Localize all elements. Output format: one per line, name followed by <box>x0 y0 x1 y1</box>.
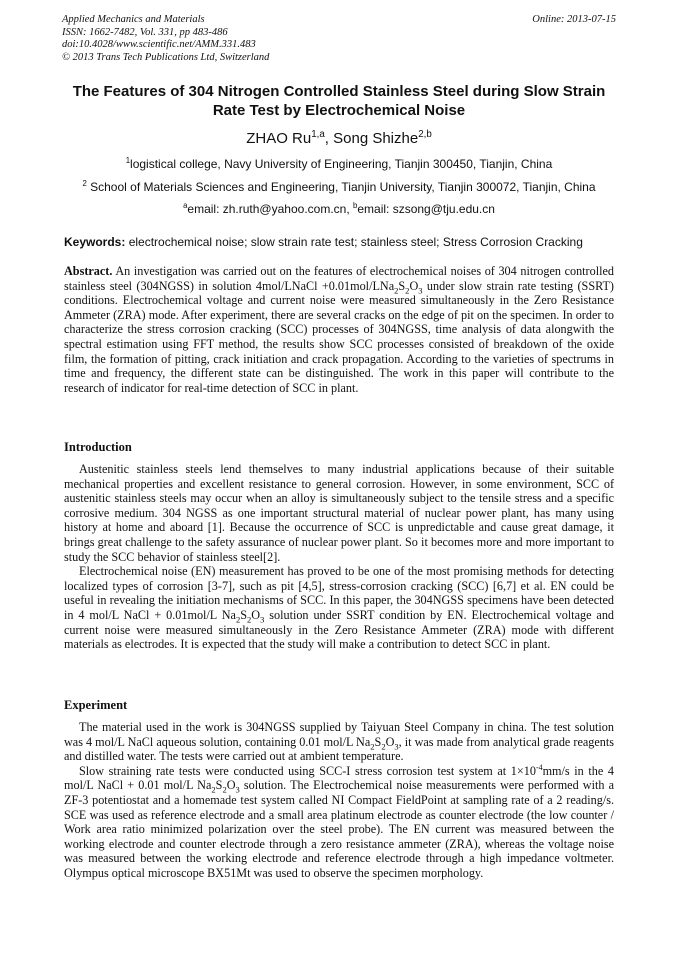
journal-name: Applied Mechanics and Materials <box>62 14 205 25</box>
email-b: email: szsong@tju.edu.cn <box>357 202 495 216</box>
author-1-sup: 1,a <box>311 129 325 140</box>
abstract-text-3: O <box>409 278 419 293</box>
abstract-text-1: An investigation was carried out on the features of electrochemical noises of 304 nitrogen controlled stainless steel (304NGSS) in solution 4mol/LNaCl +0.01mol/LNa <box>64 264 614 293</box>
experiment-paragraph-2 <box>64 764 614 881</box>
abstract <box>64 264 614 395</box>
experiment-paragraph-1 <box>64 720 614 764</box>
intro-sub: 3 <box>260 614 265 625</box>
abstract-sub: 2 <box>405 285 410 296</box>
email-b-sup: b <box>353 201 358 210</box>
experiment-sub: 3 <box>235 784 240 795</box>
experiment-sub: 3 <box>394 741 399 752</box>
experiment-text: O <box>226 778 236 793</box>
intro-text: Electrochemical noise (EN) measurement has proved to be one of the most promising methods for detecting localized types of corrosion [3-7], such as pit [4,5], stress-corrosion cracking (SCC) [6,7] et al. EN could be useful in revealing the initiation mechanisms of SCC. In this paper, the 304NGSS specimens have been detected in 4 mol/L NaCl + 0.01mol/L Na <box>64 564 614 622</box>
affiliation-2-text: School of Materials Sciences and Engineering, Tianjin University, Tianjin 300072, Tianjin, China <box>86 180 596 194</box>
abstract-text-2: S <box>398 278 406 293</box>
email-line <box>0 202 678 216</box>
intro-paragraph-1: Austenitic stainless steels lend themselves to many industrial applications because of their suitable mechanical properties and excellent resistance to general corrosion. However, in some environment, SCC of austenitic stainless steels may occur when an alloy is simultaneously subject to the tensile stress and a specific corrosive medium. 304 NGSS as one important structural material of nuclear power plant, has many using history at home and aboard [1]. Because the occurrence of SCC is unpredictable and cause great damage, it brings great challenge to the safety assurance of nuclear power plant. So it becomes more and more important to study the SCC behavior of stainless steel[2]. <box>64 462 614 564</box>
paper-title: The Features of 304 Nitrogen Controlled Stainless Steel during Slow Strain Rate Test by Electrochemical Noise <box>72 83 606 119</box>
keywords-label: Keywords: <box>64 235 126 249</box>
abstract-text-4: under slow strain rate testing (SSRT) conditions. Electrochemical voltage and current noise were measured simultaneously in the Zero Resistance Ammeter (ZRA) mode. After experiment, there are several cracks on the edge of pit on the specimen. In order to characterize the stress corrosion cracking (SCC) processes of 304NGSS, time analysis of data alongwith the spectral estimation using FFT method, the results show SCC processes consisted of breakdown of the oxide film, the formation of pitting, crack initiation and crack propagation. According to the varieties of spectrums in time and frequency, the different state can be distinguished. The work in this paper will contribute to the research of indicator for real-time detection of SCC in plant. <box>64 278 614 395</box>
abstract-sub: 3 <box>418 285 423 296</box>
abstract-label: Abstract. <box>64 264 113 278</box>
intro-sub: 2 <box>235 614 241 625</box>
intro-text: O <box>251 607 261 622</box>
experiment-heading: Experiment <box>64 698 128 712</box>
experiment-text: Slow straining rate tests were conducted using SCC-I stress corrosion test system at 1×10 <box>79 763 536 778</box>
experiment-text: solution. The Electrochemical noise measurements were performed with a ZF-3 potentiostat and a homemade test system called NI Compact FieldPoint at sampling rate of a 2 reading/s. SCE was used as reference electrode and a small area platinum electrode as counter electrode (the low counter / Work area ratio minimized polarization over the steel probe). The EN current was measured between the working electrode and counter electrode through a zero resistance ammeter (ZRA), whereas the voltage noise was measured between the working electrode and reference electrode through a high impedance voltmeter. Olympus optical microscope BX51Mt was used to observe the specimen morphology. <box>64 778 614 880</box>
copyright-line: © 2013 Trans Tech Publications Ltd, Switzerland <box>62 51 270 63</box>
intro-text: solution under SSRT condition by EN. Electrochemical voltage and current noise were measured simultaneously in the Zero Resistance Ammeter (ZRA) mode with different materials as electrodes. It is expected that the study will make a contribution to detect SCC in plant. <box>64 607 615 652</box>
experiment-text: The material used in the work is 304NGSS supplied by Taiyuan Steel Company in china. The test solution was 4 mol/L NaCl aqueous solution, containing 0.01 mol/L Na <box>64 720 614 749</box>
keywords-text: electrochemical noise; slow strain rate test; stainless steel; Stress Corrosion Cracking <box>125 235 583 249</box>
intro-sub: 2 <box>246 614 252 625</box>
affiliation-1 <box>0 157 678 171</box>
affiliation-1-text: logistical college, Navy University of Engineering, Tianjin 300450, Tianjin, China <box>130 157 553 171</box>
keywords <box>64 235 620 249</box>
email-a-sup: a <box>183 201 188 210</box>
experiment-sub: 2 <box>370 741 375 752</box>
experiment-sub: 2 <box>211 784 216 795</box>
author-1: ZHAO Ru <box>246 130 312 147</box>
introduction-body <box>64 462 614 652</box>
author-separator: , <box>324 130 334 147</box>
author-2-sup: 2,b <box>418 129 432 140</box>
experiment-text: S <box>215 778 223 793</box>
intro-text: S <box>240 607 247 622</box>
introduction-heading: Introduction <box>64 440 132 454</box>
abstract-sub: 2 <box>394 285 399 296</box>
experiment-text: S <box>374 734 382 749</box>
author-2: Song Shizhe <box>333 130 419 147</box>
experiment-sup: -4 <box>535 762 543 772</box>
experiment-body <box>64 720 614 881</box>
journal-header <box>62 14 269 64</box>
experiment-sub: 2 <box>381 741 386 752</box>
online-date: Online: 2013-07-15 <box>532 14 616 25</box>
email-a: email: zh.ruth@yahoo.com.cn, <box>187 202 353 216</box>
doi-line: doi:10.4028/www.scientific.net/AMM.331.483 <box>62 39 256 50</box>
experiment-text: mm/s in the 4 mol/L NaCl + 0.01 mol/L Na <box>64 763 614 793</box>
intro-paragraph-2 <box>64 564 614 652</box>
issn-line: ISSN: 1662-7482, Vol. 331, pp 483-486 <box>62 26 228 38</box>
experiment-text: , it was made from analytical grade reagents and distilled water. The tests were carried out at ambient temperature. <box>64 734 614 764</box>
experiment-text: O <box>385 734 395 749</box>
experiment-sub: 2 <box>222 784 227 795</box>
author-line <box>0 130 678 147</box>
affiliation-2-sup: 2 <box>82 179 87 188</box>
affiliation-2 <box>0 180 678 194</box>
affiliation-1-sup: 1 <box>125 156 131 165</box>
